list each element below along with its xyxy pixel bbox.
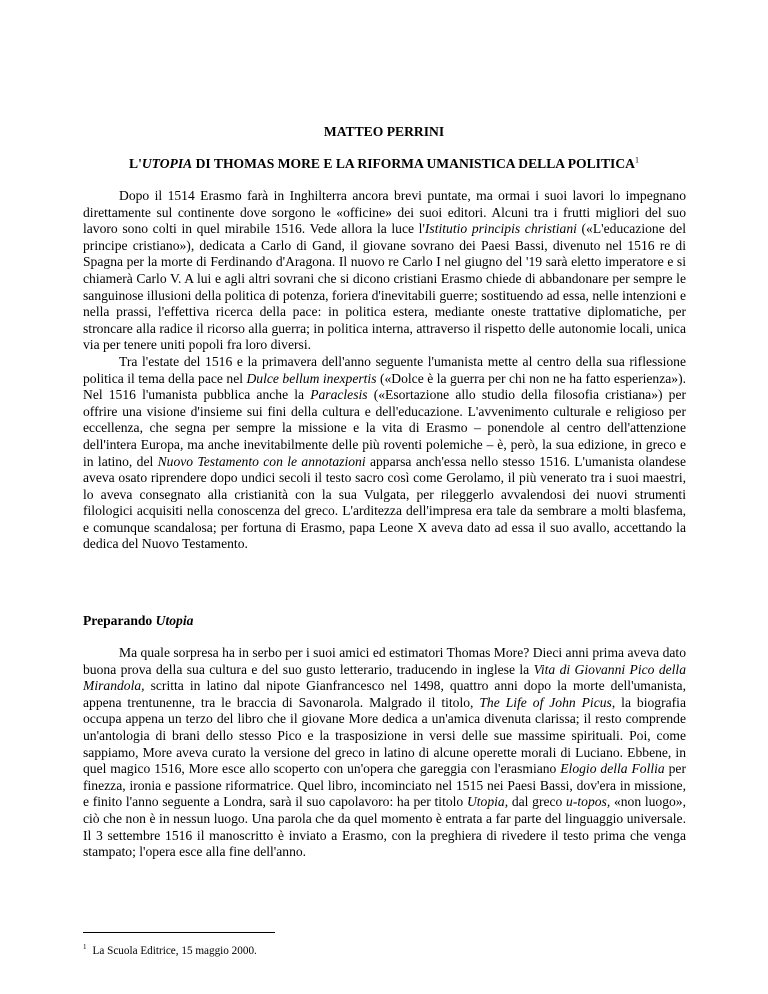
- footnote-text: La Scuola Editrice, 15 maggio 2000.: [92, 945, 257, 957]
- section-heading-italic: Utopia: [155, 613, 194, 628]
- italic-title: Dulce bellum inexpertis: [246, 370, 377, 386]
- paragraph-text: per finezza, ironia e passione riformatrice. Quel libro, incominciato nel 1515 nei Paesi Bassi, dov'era in missione, e finito l'anno seguente a Londra, sarà il suo capolavoro: ha per titolo: [83, 761, 686, 810]
- paragraph-text: («L'educazione del principe cristiano»), dedicata a Carlo di Gand, il giovane sovrano dei Paesi Bassi, divenuto nel 1516 re di Spagna per la morte di Ferdinando d'Aragona. Il nuovo re Carlo I nel giugno del '19 sarà eletto imperatore e si chiamerà Carlo V. A lui e agli altri sovrani che si dicono cristiani Erasmo chiede di abbandonare per sempre le sanguinose illusioni della politica di potenza, foriera d'inevitabili guerre; sostituendo ad essa, nelle intenzioni e nella prassi, l'effettiva ricerca della pace: in politica estera, mediante oneste trattative diplomatiche, per stroncare alla radice il ricorso alla guerra; in politica interna, attraverso il rispetto delle autonomie locali, unica via per tenere uniti popoli fra loro diversi.: [83, 221, 686, 353]
- footnote-number: 1: [83, 943, 87, 952]
- paragraph-text: Tra l'estate del 1516 e la primavera dell'anno seguente l'umanista mette al centro della sua riflessione politica il tema della pace nel: [83, 353, 686, 386]
- paragraph-text: Dopo il 1514 Erasmo farà in Inghilterra ancora brevi puntate, ma ormai i suoi lavori lo impegnano direttamente sul continente dove sorgono le «officine» dei suoi editori. Alcuni tra i frutti migliori del suo lavoro sono colti in quel mirabile 1516. Vede allora la luce l': [83, 188, 686, 237]
- italic-title: Paraclesis: [310, 387, 368, 403]
- paragraph-2: [83, 354, 686, 553]
- paragraph-text: dal greco: [508, 794, 567, 810]
- italic-title: Utopia,: [466, 794, 509, 810]
- italic-title: Istitutio principis christiani: [424, 221, 577, 237]
- paragraph-text: Ma quale sorpresa ha in serbo per i suoi amici ed estimatori Thomas More? Dieci anni prima aveva dato buona prova della sua cultura e del suo gusto letterario, traducendo in inglese la: [83, 645, 686, 677]
- body-block-section: [83, 645, 686, 861]
- body-block-intro: [83, 188, 686, 553]
- italic-title: The Life of John Picus: [479, 694, 612, 710]
- footnote: [83, 944, 257, 958]
- paragraph-text: , la biografia occupa appena un terzo del libro che il giovane More dedica a un'amica divenuta clarissa; il resto comprende un'antologia di brani dello stesso Pico e la trasposizione in versi delle sue massime spirituali. Poi, come sappiamo, More aveva curato la versione del greco in latino di alcune operette morali di Luciano. Ebbene, in quel magico 1516, More esce allo scoperto con un'opera che gareggia con l'erasmiano: [83, 694, 686, 777]
- paragraph-1: [83, 188, 686, 354]
- section-heading: [83, 613, 193, 630]
- italic-title: Nuovo Testamento con le annotazioni: [157, 453, 366, 469]
- italic-term: u-topos,: [566, 794, 611, 810]
- paragraph-text: «non luogo», ciò che non è in nessun luogo. Una parola che da quel momento è entrata a far parte del linguaggio universale. Il 3 settembre 1516 il manoscritto è inviato a Erasmo, con la preghiera di rivedere il testo prima che venga stampato; l'opera esce alla fine dell'anno.: [83, 794, 686, 860]
- paragraph-text: apparsa anch'essa nello stesso 1516. L'umanista olandese aveva osato riprendere dopo undici secoli il testo sacro così come Gerolamo, il più venerato tra i suoi maestri, lo aveva consegnato alla cristianità con la sua Vulgata, per rileggerlo avvalendosi dei nuovi strumenti filologici acquisiti nella conoscenza del greco. L'arditezza dell'impresa era tale da sembrare a molti blasfema, e comunque scandalosa; per fortuna di Erasmo, papa Leone X aveva dato ad essa il suo avallo, accettando la dedica del Nuovo Testamento.: [83, 453, 686, 552]
- italic-title: Vita di Giovanni Pico della Mirandola,: [83, 661, 687, 694]
- paragraph-3: [83, 645, 686, 861]
- author-name: MATTEO PERRINI: [323, 124, 445, 139]
- title-rest: DI THOMAS MORE E LA RIFORMA UMANISTICA DELLA POLITICA: [192, 156, 635, 171]
- footnote-reference[interactable]: 1: [634, 155, 639, 165]
- footnote-divider: [83, 932, 275, 933]
- document-title: [0, 156, 768, 173]
- section-heading-text: Preparando: [83, 613, 156, 628]
- title-prefix: L': [129, 156, 142, 171]
- paragraph-text: («Dolce è la guerra per chi non ne ha fatto esperienza»). Nel 1516 l'umanista pubblica anche la: [83, 370, 686, 403]
- paragraph-text: scritta in latino dal nipote Gianfrancesco nel 1498, quattro anni dopo la morte dell'umanista, appena trentunenne, tra le braccia di Savonarola. Malgrado il titolo,: [83, 678, 686, 710]
- paragraph-text: («Esortazione allo studio della filosofia cristiana») per offrire una visione d'insieme sui fini della cultura e dell'educazione. L'avvenimento culturale e religioso per eccellenza, che segna per sempre la missione e la vita di Erasmo – ponendole al centro dell'attenzione dell'intera Europa, ma anche inevitabilmente delle più roventi polemiche – è, però, la sua edizione, in greco e in latino, del: [83, 387, 687, 469]
- italic-title: Elogio della Follia: [560, 761, 665, 777]
- title-italic: UTOPIA: [141, 156, 193, 171]
